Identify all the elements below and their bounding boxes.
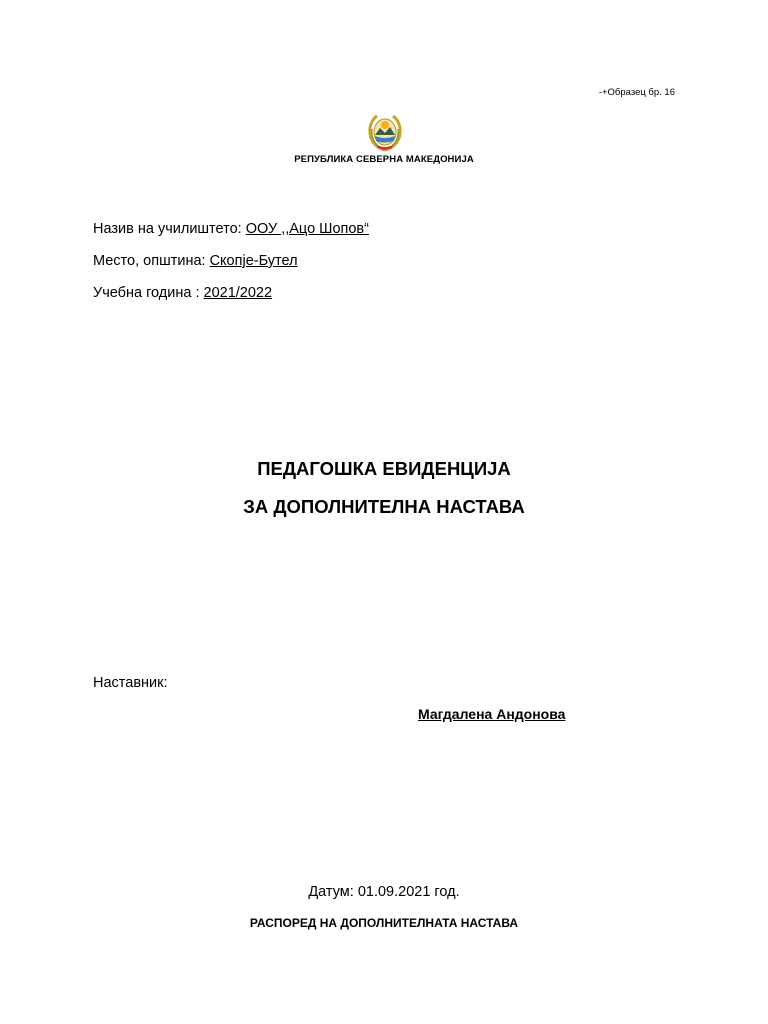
document-title-line-1: ПЕДАГОШКА ЕВИДЕНЦИЈА — [257, 458, 511, 479]
place-label: Место, општина: — [93, 253, 210, 269]
schedule-heading: РАСПОРЕД НА ДОПОЛНИТЕЛНАТА НАСТАВА — [249, 916, 519, 930]
coat-of-arms-icon — [366, 111, 404, 153]
date-line: Датум: 01.09.2021 год. — [308, 884, 460, 900]
year-label: Учебна година : — [93, 285, 204, 301]
country-name: РЕПУБЛИКА СЕВЕРНА МАКЕДОНИЈА — [294, 154, 474, 165]
document-title-line-2: ЗА ДОПОЛНИТЕЛНА НАСТАВА — [243, 496, 525, 517]
teacher-name: Магдалена Андонова — [418, 706, 566, 722]
school-line — [93, 221, 369, 237]
form-number: -+Образец бр. 16 — [598, 87, 675, 98]
school-label: Назив на училиштето: — [93, 221, 246, 237]
year-value: 2021/2022 — [203, 285, 273, 301]
year-line — [93, 285, 272, 301]
place-line — [93, 253, 298, 269]
teacher-label: Наставник: — [93, 675, 168, 691]
school-value: ООУ ,,Ацо Шопов“ — [245, 221, 369, 237]
place-value: Скопје-Бутел — [209, 253, 298, 269]
